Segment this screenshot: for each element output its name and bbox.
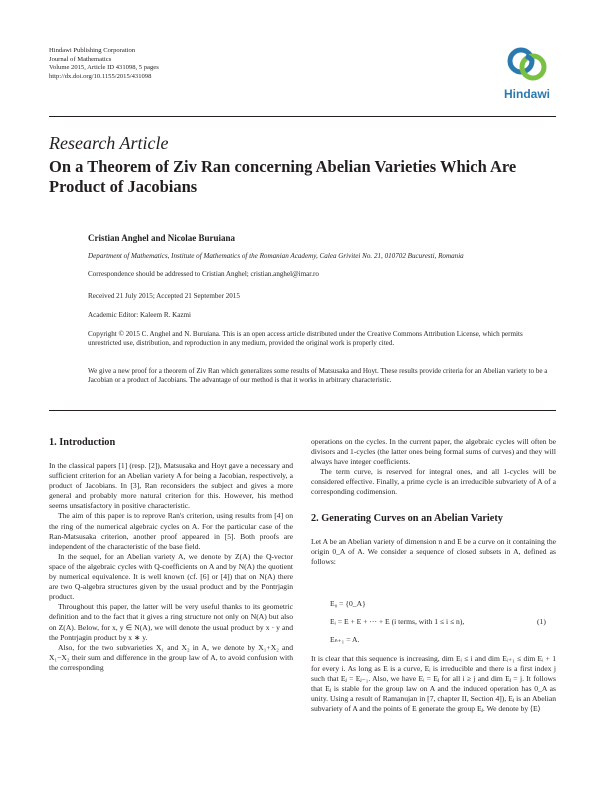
section-2-body: It is clear that this sequence is increasing, dim Eᵢ ≤ i and dim Eᵢ₊₁ ≤ dim Eᵢ + 1 for every i. As long as E is a curve, Eᵢ is irreducible and there is a first index j such that Eⱼ = Eⱼ₋₁. Also, we have Eᵢ = Eⱼ for all i ≥ j and dim Eⱼ = j. It follows that Eⱼ is stable for the group law on A and the induced operation has 0_A as unity. Using a result of Ramanujan in [7, chapter II, Section 4]), Eⱼ is an Abelian subvariety of A and the points of E generate the group Eⱼ. We denote by ⟨E⟩ bbox=[311, 654, 556, 714]
academic-editor: Academic Editor: Kaleem R. Kazmi bbox=[88, 311, 192, 319]
equation-line-3: Eₙ₊₁ = A. bbox=[330, 635, 360, 644]
logo-wordmark: Hindawi bbox=[503, 87, 550, 101]
paper-title: On a Theorem of Ziv Ran concerning Abelian Varieties Which Are Product of Jacobians bbox=[49, 157, 517, 196]
abstract: We give a new proof for a theorem of Ziv Ran which generalizes some results of Matsusaka and Hoyt. These results provide criteria for an Abelian variety to be a Jacobian or a product of Jacobians. The advantage of our method is that it works in arbitrary characteristic. bbox=[88, 367, 548, 385]
affiliation: Department of Mathematics, Institute of Mathematics of the Romanian Academy, Calea Grivitei No. 21, 010702 Bucuresti, Romania bbox=[88, 252, 464, 260]
received-dates: Received 21 July 2015; Accepted 21 September 2015 bbox=[88, 292, 240, 300]
equation-line-1: E₀ = {0_A} bbox=[330, 599, 366, 608]
left-column bbox=[49, 436, 293, 673]
intro-paragraph-4: Throughout this paper, the latter will be very useful thanks to its geometric definition and to the fact that it gives a ring structure not only on N(A) but also on Z(A). Below, for x, y ∈ N(A), we will denote the usual product by x · y and the Pontrjagin product by x ∗ y. bbox=[49, 602, 293, 642]
intro-paragraph-5: Also, for the two subvarieties X₁ and X₂ in A, we denote by X₁+X₂ and X₁−X₂ their sum and difference in the group law of A, to avoid confusion with the corresponding bbox=[49, 642, 293, 672]
hindawi-logo bbox=[497, 41, 557, 105]
right-paragraph-2: The term curve, is reserved for integral ones, and all 1-cycles will be considered effective. Finally, a prime cycle is an irreducible subvariety of A of a corresponding codimension. bbox=[311, 467, 556, 497]
publisher: Hindawi Publishing Corporation bbox=[49, 47, 136, 54]
volume-info: Volume 2015, Article ID 431098, 5 pages bbox=[49, 64, 159, 72]
authors: Cristian Anghel and Nicolae Buruiana bbox=[88, 233, 236, 243]
right-column-bottom bbox=[311, 654, 556, 715]
section-1-heading: 1. Introduction bbox=[49, 437, 116, 448]
journal-info bbox=[49, 47, 159, 81]
journal-name: Journal of Mathematics bbox=[49, 55, 112, 63]
intro-paragraph-3: In the sequel, for an Abelian variety A, we denote by Z(A) the Q-vector space of the algebraic cycles with Q-coefficients on A and by N(A) the quotient by numerical equivalence. It is well known (cf. [6] or [4]) that on N(A) there are two Q-algebra structures given by the usual product and by the Pontrjagin product. bbox=[49, 551, 293, 602]
header-rule bbox=[49, 116, 556, 117]
correspondence: Correspondence should be addressed to Cristian Anghel; cristian.anghel@imar.ro bbox=[88, 270, 319, 278]
hindawi-rings-icon bbox=[497, 41, 557, 87]
section-2-heading: 2. Generating Curves on an Abelian Variety bbox=[311, 512, 503, 524]
equation-line-2: Eᵢ = E + E + ··· + E (i terms, with 1 ≤ i ≤ n), bbox=[330, 617, 465, 626]
section-2-intro: Let A be an Abelian variety of dimension n and E be a curve on it containing the origin 0_A of A. We consider a sequence of closed subsets in A, defined as follows: bbox=[311, 536, 556, 566]
equation-number: (1) bbox=[537, 617, 546, 626]
copyright-notice: Copyright © 2015 C. Anghel and N. Buruiana. This is an open access article distributed under the Creative Commons Attribution License, which permits unrestricted use, distribution, and reproduction in any medium, provided the original work is properly cited. bbox=[88, 330, 523, 348]
abstract-rule bbox=[49, 410, 556, 411]
article-type: Research Article bbox=[49, 133, 169, 153]
doi-link[interactable]: http://dx.doi.org/10.1155/2015/431098 bbox=[49, 72, 152, 80]
intro-paragraph-2: The aim of this paper is to reprove Ran's criterion, using results from [4] on the ring of the numerical algebraic cycles on A. For the particular case of the Ran-Matsusaka criterion, another proof appeared in [5]. Both proofs are independent of the characteristic of the base field. bbox=[49, 511, 293, 551]
right-column-top bbox=[311, 437, 556, 567]
right-paragraph-1: operations on the cycles. In the current paper, the algebraic cycles will often be divisors and 1-cycles (the latter ones being formal sums of curves) and they will always have integer coefficients. bbox=[311, 437, 556, 467]
intro-paragraph-1: In the classical papers [1] (resp. [2]), Matsusaka and Hoyt gave a necessary and sufficient criterion for an Abelian variety A for being a Jacobian, respectively, a product of Jacobians. In [3], Ran reconsiders the subject and gives a more general and probably more natural criterion for this. However, his method seems unsatisfactory in positive characteristic. bbox=[49, 461, 293, 511]
